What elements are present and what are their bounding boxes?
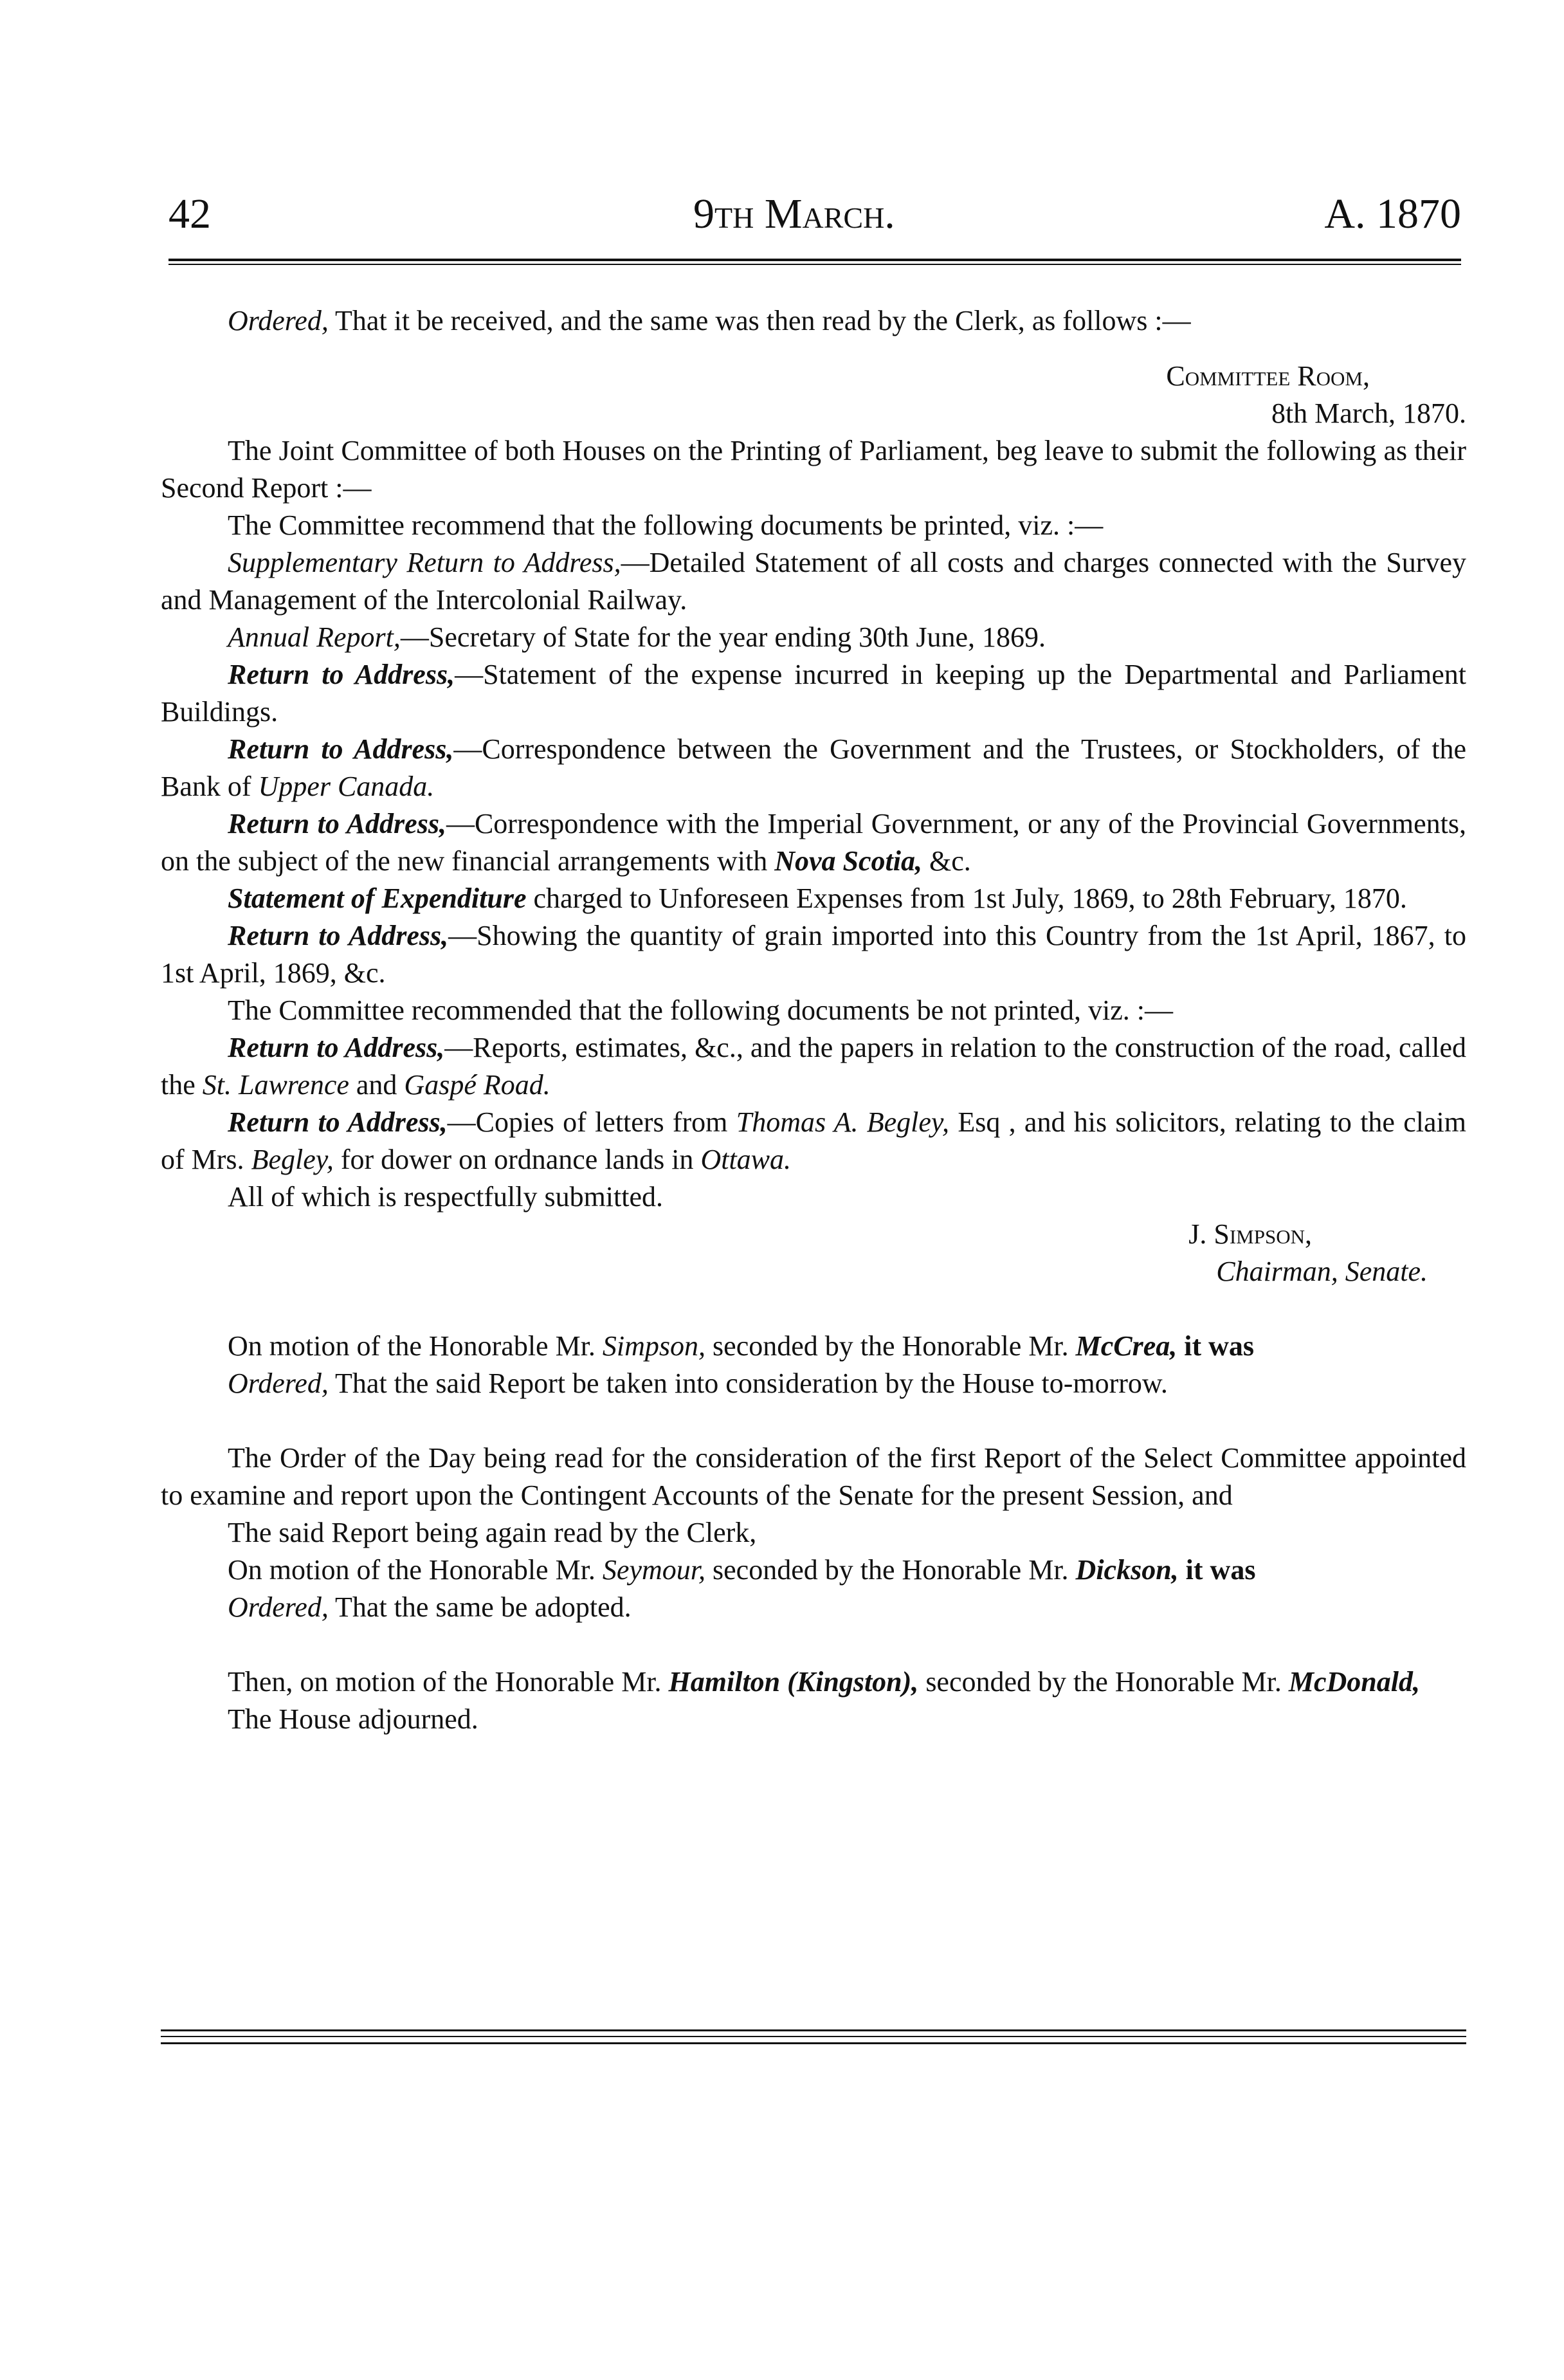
ordered-label: Ordered, [228, 305, 329, 336]
report-closing: All of which is respectfully submitted. [228, 1181, 663, 1213]
ordered-paragraph: Ordered, That the same be adopted. [228, 1591, 632, 1623]
paragraph-received [161, 302, 1466, 340]
adjournment-motion: Then, on motion of the Honorable Mr. Hamilton (Kingston), seconded by the Honorable Mr. McDonald, [228, 1666, 1420, 1698]
page-year: A. 1870 [1324, 190, 1461, 237]
report-item: Annual Report,—Secretary of State for the year ending 30th June, 1869. [228, 621, 1046, 653]
footer-rule [161, 2029, 1466, 2031]
report-recommend-not-printed: The Committee recommended that the following documents be not printed, viz. :— [228, 994, 1173, 1026]
adjournment-line: The House adjourned. [228, 1703, 478, 1735]
motion-paragraph: On motion of the Honorable Mr. Seymour, seconded by the Honorable Mr. Dickson, it was [228, 1554, 1256, 1586]
report-room: Committee Room, [1166, 360, 1370, 392]
order-of-day-paragraph: The Order of the Day being read for the consideration of the first Report of the Select Committee appointed to examine and report upon the Contingent Accounts of the Senate for the present Session, and [161, 1442, 1466, 1511]
report-recommend-printed: The Committee recommend that the following documents be printed, viz. :— [228, 509, 1104, 541]
motion-paragraph: On motion of the Honorable Mr. Simpson, seconded by the Honorable Mr. McCrea, it was [228, 1330, 1255, 1362]
report-item: Statement of Expenditure charged to Unforeseen Expenses from 1st July, 1869, to 28th February, 1870. [228, 883, 1407, 914]
report-signer-title: Chairman, Senate. [1216, 1256, 1428, 1287]
report-intro: The Joint Committee of both Houses on the Printing of Parliament, beg leave to submit the following as their Second Report :— [161, 435, 1466, 504]
report-item: Return to Address,—Correspondence with the Imperial Government, or any of the Provincial Governments, on the subject of the new financial arrangements with Nova Scotia, &c. [161, 808, 1466, 877]
report-item: Return to Address,—Copies of letters from Thomas A. Begley, Esq , and his solicitors, relating to the claim of Mrs. Begley, for dower on ordnance lands in Ottawa. [161, 1106, 1466, 1175]
header-rule [168, 259, 1461, 261]
page-date-heading: 9th March. [693, 190, 895, 237]
page-number: 42 [168, 190, 211, 237]
report-item: Return to Address,—Statement of the expense incurred in keeping up the Departmental and Parliament Buildings. [161, 659, 1466, 728]
body-text [161, 302, 1466, 1738]
ordered-paragraph: Ordered, That the said Report be taken into consideration by the House to-morrow. [228, 1368, 1168, 1399]
footer-rule [161, 2036, 1466, 2037]
report-read-paragraph: The said Report being again read by the Clerk, [228, 1517, 757, 1548]
report-item: Return to Address,—Correspondence between the Government and the Trustees, or Stockholders, of the Bank of Upper Canada. [161, 733, 1466, 802]
report-date: 8th March, 1870. [1271, 398, 1466, 429]
report-item: Supplementary Return to Address,—Detailed Statement of all costs and charges connected with the Survey and Management of the Intercolonial Railway. [161, 547, 1466, 616]
footer-rule [161, 2042, 1466, 2044]
report-signer: J. Simpson, [1188, 1218, 1312, 1250]
report-item: Return to Address,—Reports, estimates, &c., and the papers in relation to the construction of the road, called the St. Lawrence and Gaspé Road. [161, 1032, 1466, 1101]
paragraph-text: That it be received, and the same was then read by the Clerk, as follows :— [328, 305, 1191, 336]
report-item: Return to Address,—Showing the quantity of grain imported into this Country from the 1st April, 1867, to 1st April, 1869, &c. [161, 920, 1466, 989]
header-rule-thin [168, 264, 1461, 265]
